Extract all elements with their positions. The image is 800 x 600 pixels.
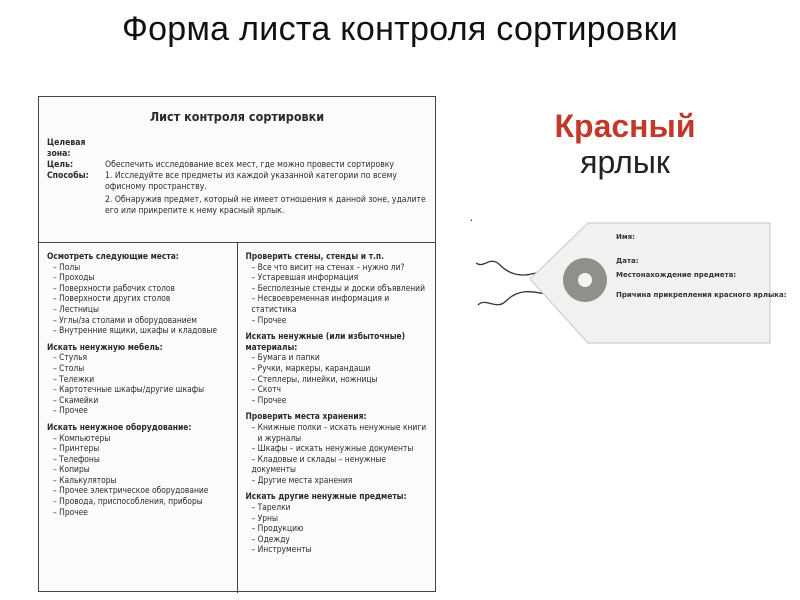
checklist-item: – Степлеры, линейки, ножницы — [251, 373, 378, 384]
checklist-item: – Углы/за столами и оборудованием — [53, 314, 197, 325]
checklist-item: – Скотч — [251, 384, 281, 395]
section-heading: Искать ненужное оборудование: — [47, 421, 192, 432]
form-title: Лист контроля сортировки — [149, 109, 325, 124]
methods-row — [47, 171, 427, 219]
checklist-item: – Прочее — [53, 405, 88, 416]
checklist-item: – Полы — [53, 261, 81, 272]
checklist-item: – Проходы — [53, 272, 95, 283]
checklist-item: – Прочее электрическое оборудование — [53, 485, 209, 496]
tag-word: ярлык — [580, 144, 670, 180]
section-heading: Искать другие ненужные предметы: — [245, 491, 407, 502]
checklist-item: – Все что висит на стенах – нужно ли? — [251, 261, 405, 272]
checklist-item: – Тележки — [53, 373, 95, 384]
checklist-item: и журналы — [257, 432, 302, 443]
method-2: 2. Обнаружив предмет, который не имеет отношения к данной зоне, удалите его или прикрепите к нему красный ярлык. — [105, 195, 426, 216]
methods-label: Способы: — [47, 171, 89, 181]
checklist-item: – Прочее — [53, 506, 88, 517]
tag-location-label: Местонахождение предмета: — [616, 271, 737, 279]
checklist-item: – Прочее — [251, 314, 287, 325]
tag-date-label: Дата: — [616, 257, 639, 265]
goal-label: Цель: — [47, 160, 74, 170]
checklist-item: – Провода, приспособления, приборы — [53, 496, 203, 507]
svg-text:·: · — [470, 217, 473, 225]
checklist-item: – Кладовые и склады – ненужные документы — [251, 453, 387, 475]
checklist-item: – Стулья — [53, 352, 88, 363]
checklist-item: – Инструменты — [251, 544, 312, 555]
red-tag-illustration — [470, 205, 790, 365]
sort-checklist-form — [38, 96, 436, 592]
checklist-item: – Шкафы – искать ненужные документы — [251, 443, 414, 454]
target-zone-row — [47, 138, 427, 160]
checklist-item: – Тарелки — [251, 502, 291, 513]
checklist-item: – Поверхности рабочих столов — [53, 282, 175, 293]
red-word: Красный — [554, 108, 696, 144]
checklist-item: – Книжные полки – искать ненужные книги — [251, 421, 427, 432]
checklist-item: – Бесполезные стенды и доски объявлений — [251, 282, 425, 293]
checklist-item: – Калькуляторы — [53, 474, 117, 485]
checklist-item: – Лестницы — [53, 303, 99, 314]
form-columns — [39, 243, 435, 593]
checklist-item: – Прочее — [251, 394, 287, 405]
red-tag-caption — [470, 108, 780, 180]
checklist-item: – Урны — [251, 512, 278, 523]
left-column — [39, 243, 238, 593]
checklist-item: – Несвоевременная информация и статистика — [251, 293, 390, 314]
checklist-item: – Поверхности других столов — [53, 293, 171, 304]
checklist-item: – Другие места хранения — [251, 474, 353, 485]
goal-row — [47, 160, 427, 171]
checklist-item: – Скамейки — [53, 394, 99, 405]
checklist-item: – Устаревшая информация — [251, 272, 359, 283]
method-1: 1. Исследуйте все предметы из каждой указанной категории по всему офисному пространству. — [105, 171, 397, 192]
section-heading: Проверить места хранения: — [245, 411, 367, 422]
checklist-item: – Принтеры — [53, 443, 100, 454]
checklist-item: – Копиры — [53, 464, 90, 475]
goal-text: Обеспечить исследование всех мест, где можно провести сортировку — [105, 160, 395, 170]
tag-name-label: Имя: — [616, 233, 635, 241]
checklist-item: – Внутренние ящики, шкафы и кладовые — [53, 325, 218, 336]
checklist-item: – Ручки, маркеры, карандаши — [251, 362, 371, 373]
checklist-item: – Телефоны — [53, 453, 100, 464]
checklist-item: – Компьютеры — [53, 432, 111, 443]
checklist-item: – Бумага и папки — [251, 352, 320, 363]
tag-reason-label: Причина прикрепления красного ярлыка: — [616, 291, 787, 299]
target-zone-label: Целевая зона: — [47, 138, 86, 159]
checklist-item: – Одежду — [251, 533, 290, 544]
checklist-item: – Картотечные шкафы/другие шкафы — [53, 384, 205, 395]
checklist-item: – Продукцию — [251, 523, 304, 534]
form-header — [39, 97, 435, 243]
section-heading: Осмотреть следующие места: — [47, 251, 179, 261]
section-heading: Искать ненужные (или избыточные) материалы: — [245, 331, 406, 352]
checklist-item: – Столы — [53, 362, 85, 373]
section-heading: Проверить стены, стенды и т.п. — [245, 251, 384, 261]
section-heading: Искать ненужную мебель: — [47, 341, 163, 352]
right-column — [238, 243, 436, 593]
slide-title: Форма листа контроля сортировки — [121, 10, 679, 48]
